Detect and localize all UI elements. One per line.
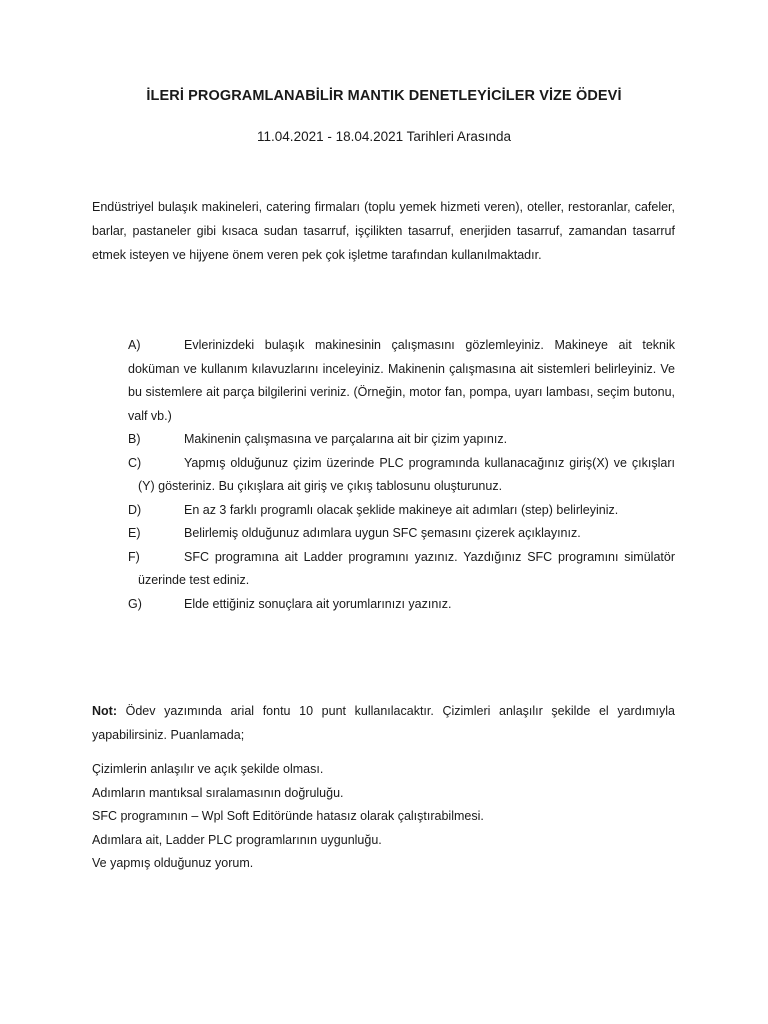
task-letter: D) bbox=[128, 502, 142, 517]
criteria-item: Çizimlerin anlaşılır ve açık şekilde olması. bbox=[92, 762, 324, 776]
task-letter: C) bbox=[128, 455, 142, 470]
task-item-f bbox=[128, 546, 675, 593]
note-text: Ödev yazımında arial fontu 10 punt kullanılacaktır. Çizimleri anlaşılır şekilde el yardımıyla yapabilirsiniz. Puanlamada; bbox=[92, 704, 675, 742]
date-range: 11.04.2021 - 18.04.2021 Tarihleri Arasında bbox=[257, 129, 511, 144]
note-paragraph bbox=[92, 699, 675, 747]
task-text: Belirlemiş olduğunuz adımlara uygun SFC şemasını çizerek açıklayınız. bbox=[184, 526, 581, 540]
intro-paragraph: Endüstriyel bulaşık makineleri, catering firmaları (toplu yemek hizmeti veren), oteller, restoranlar, cafeler, barlar, pastaneler gibi kısaca sudan tasarruf, işçilikten tasarruf, enerjiden tasarruf, zamandan tasarruf etmek isteyen ve hijyene önem veren pek çok işletme tarafından kullanılmaktadır. bbox=[92, 200, 675, 262]
task-text: Makinenin çalışmasına ve parçalarına ait bir çizim yapınız. bbox=[184, 432, 508, 446]
document-title: İLERİ PROGRAMLANABİLİR MANTIK DENETLEYİCİLER VİZE ÖDEVİ bbox=[146, 88, 622, 104]
task-letter: A) bbox=[128, 338, 141, 352]
task-letter: G) bbox=[128, 596, 142, 611]
task-letter: F) bbox=[128, 549, 140, 564]
task-letter: E) bbox=[128, 526, 141, 540]
task-text: Yapmış olduğunuz çizim üzerinde PLC programında kullanacağınız giriş(X) ve çıkışları (Y) gösteriniz. Bu çıkışlara ait giriş ve çıkış tablosunu oluşturunuz. bbox=[138, 455, 675, 493]
task-text: Evlerinizdeki bulaşık makinesinin çalışmasını gözlemleyiniz. Makineye ait teknik doküman ve kullanım kılavuzlarını inceleyiniz. Makinenin çalışmasına ait sistemleri belirleyiniz. Ve bu sistemlere ait parça bilgilerini veriniz. (Örneğin, motor fan, pompa, uyarı lambası, seçim butonu, valf vb.) bbox=[128, 338, 675, 423]
task-item-b bbox=[128, 428, 675, 452]
grading-criteria-list bbox=[92, 758, 484, 876]
task-item-c bbox=[128, 452, 675, 499]
task-text: SFC programına ait Ladder programını yazınız. Yazdığınız SFC programını simülatör üzerinde test ediniz. bbox=[138, 549, 675, 587]
task-item-d bbox=[128, 499, 675, 523]
task-text: Elde ettiğiniz sonuçlara ait yorumlarınızı yazınız. bbox=[184, 596, 452, 611]
task-item-a bbox=[128, 334, 675, 428]
task-list bbox=[128, 334, 675, 616]
criteria-item: SFC programının – Wpl Soft Editöründe hatasız olarak çalıştırabilmesi. bbox=[92, 809, 484, 823]
criteria-item: Adımların mantıksal sıralamasının doğruluğu. bbox=[92, 785, 344, 800]
task-text: En az 3 farklı programlı olacak şeklide makineye ait adımları (step) belirleyiniz. bbox=[184, 502, 619, 517]
task-item-g bbox=[128, 593, 675, 617]
task-item-e bbox=[128, 522, 675, 546]
criteria-item: Ve yapmış olduğunuz yorum. bbox=[92, 856, 254, 870]
criteria-item: Adımlara ait, Ladder PLC programlarının uygunluğu. bbox=[92, 832, 382, 847]
task-letter: B) bbox=[128, 432, 141, 446]
note-label: Not: bbox=[92, 704, 117, 718]
